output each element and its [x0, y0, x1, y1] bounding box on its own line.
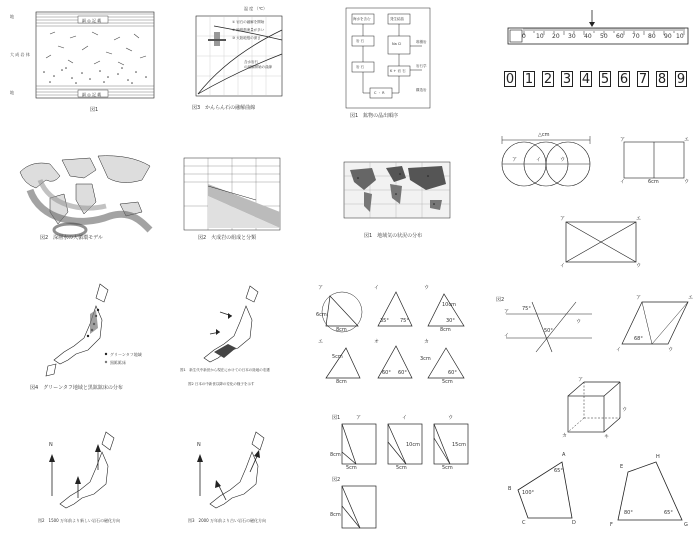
fold-measure-6: 5cm	[442, 465, 453, 471]
cube-label-ka: カ	[562, 433, 568, 439]
japan2-note: 図2 日本の中新世以降の変化の様子を示す	[188, 382, 255, 386]
rect2-label-i: イ	[560, 263, 566, 269]
digit-3: 3	[562, 72, 572, 87]
ruler-svg	[504, 8, 694, 48]
cube-diagram	[560, 376, 630, 442]
para-label-u: ウ	[668, 347, 674, 353]
lines-diagram	[496, 296, 596, 356]
tri-measure-3: 10cm	[442, 302, 456, 308]
ruler-tick-100: 10	[676, 33, 684, 40]
tri-angle-1: 35°	[380, 318, 389, 324]
circles-label-i: イ	[536, 157, 542, 163]
rect2-label-e: エ	[636, 216, 642, 222]
flow-caption: 図1 鉱物の晶出順序	[350, 113, 399, 119]
flow-box-5: 岩 石	[356, 65, 365, 69]
quad1-label-b: B	[508, 486, 512, 492]
tri-measure-5: 5cm	[332, 354, 343, 360]
ruler-panel	[504, 8, 694, 48]
tri-angle-5: 60°	[398, 370, 407, 376]
ruler-tick-90: 90	[664, 33, 672, 40]
tri-label-ka: カ	[424, 339, 430, 345]
rect2-label-a: ア	[560, 216, 566, 222]
quad2-label-e: E	[620, 464, 624, 470]
quad2-label-h: H	[656, 454, 660, 460]
japan1-caption: 図4 グリーンタフ地域と黒鉱鉱床の分布	[30, 385, 123, 391]
climate-map	[342, 160, 454, 246]
rect2-label-u: ウ	[636, 263, 642, 269]
climate-caption: 図1 地域気の状況の分布	[364, 233, 423, 239]
tri-measure-6: 8cm	[336, 379, 347, 385]
fig1-left-label-3: 地	[10, 90, 14, 95]
rect1-label-i: イ	[620, 179, 626, 185]
japan-map-1-svg	[30, 280, 170, 392]
volcano-caption: 図2 火成岩の組成と分類	[198, 235, 257, 241]
fig3-caption: 図3 かんらん石の融解曲線	[192, 105, 256, 111]
flowchart-panel	[342, 6, 434, 120]
quad1-angle-2: 65°	[554, 468, 563, 474]
circles-label-a: ア	[512, 157, 518, 163]
fold-measure-3: 10cm	[406, 442, 420, 448]
quad1-label-d: D	[572, 520, 576, 526]
flow-side-1: 堆積岩	[416, 40, 427, 44]
quad2-diagram	[606, 452, 694, 532]
rect1-label-u: ウ	[684, 179, 690, 185]
quad2-label-f: F	[610, 522, 613, 528]
para-label-e: エ	[688, 295, 694, 301]
circles-label-u: ウ	[560, 157, 566, 163]
rect1-diagram	[616, 134, 692, 188]
quad2-angle-1: 80°	[624, 510, 633, 516]
flowchart-svg	[342, 6, 434, 120]
para-label-a: ア	[636, 295, 642, 301]
ruler-tick-50: 50	[600, 33, 608, 40]
flow-box-7: C ・ R	[374, 91, 385, 95]
fold-label-i: イ	[402, 415, 408, 421]
tri-angle-6: 60°	[448, 370, 457, 376]
digit-2: 2	[543, 72, 553, 87]
rect2-diagram	[556, 214, 646, 270]
japan1-legend-1: グリーンタフ地域	[110, 352, 142, 357]
ruler-tick-10: 10	[536, 33, 544, 40]
para-label-i: イ	[616, 347, 622, 353]
rect2-svg	[556, 214, 646, 270]
cube-label-u: ウ	[622, 407, 628, 413]
fold-measure-7: 8cm	[330, 512, 341, 518]
ruler-tick-80: 80	[648, 33, 656, 40]
lines-svg	[496, 296, 596, 356]
ruler-tick-20: 20	[552, 33, 560, 40]
circles-svg	[496, 130, 596, 190]
volcano-chart	[180, 156, 292, 250]
tri-angle-3: 30°	[446, 318, 455, 324]
ruler-tick-40: 40	[584, 33, 592, 40]
ruler-tick-30: 30	[568, 33, 576, 40]
quad1-label-c: C	[522, 520, 526, 526]
fold-measure-1: 8cm	[330, 452, 341, 458]
fig1-caption: 図1	[90, 107, 99, 113]
flow-box-4: Na Cl	[392, 42, 402, 46]
fig3-note-3: ③ 大陸地殻の深さ	[232, 36, 261, 40]
ruler-tick-0: 0	[522, 33, 526, 40]
japan4-caption: 図3 2000 万年前より古い岩石の磁化方向	[188, 518, 266, 523]
tri-label-e: エ	[318, 339, 324, 345]
tri-measure-8: 5cm	[442, 379, 453, 385]
fig3-note-1: ① 岩石の融解を開始	[232, 20, 265, 24]
fig1-top-label: 細 ◎ 記 載	[82, 18, 102, 23]
ruler-tick-70: 70	[632, 33, 640, 40]
flow-box-6: K + 岩 石	[390, 69, 406, 73]
flow-side-3: 構造岩	[416, 88, 427, 92]
quad2-label-g: G	[684, 522, 688, 528]
rect1-label-a: ア	[620, 137, 626, 143]
lines-fig-label: 図2	[496, 297, 505, 303]
japan3-north: N	[49, 442, 53, 448]
fig3-note-2: ② 地殻熱流量が多い	[232, 28, 265, 32]
fold-label-u: ウ	[448, 415, 454, 421]
fig1-left-label-1: 地	[10, 14, 14, 19]
japan4-north: N	[197, 442, 201, 448]
japan-map-2	[180, 282, 292, 398]
digit-1: 1	[524, 72, 534, 87]
japan3-caption: 図2 1500 万年前より新しい岩石の磁化方向	[38, 518, 120, 523]
fold-measure-5: 15cm	[452, 442, 466, 448]
quad2-angle-2: 65°	[664, 510, 673, 516]
tri-label-u: ウ	[424, 285, 430, 291]
quad1-label-a: A	[562, 452, 566, 458]
ruler-tick-60: 60	[616, 33, 624, 40]
japan-map-3-svg	[30, 424, 170, 530]
flow-box-1: 海水を含む	[353, 17, 371, 21]
fold-measure-4: 5cm	[396, 465, 407, 471]
japan-map-2-svg	[180, 282, 292, 398]
fold-measure-2: 5cm	[346, 465, 357, 471]
lines-label-u: ウ	[576, 319, 582, 325]
parallelogram-diagram	[612, 294, 696, 358]
fold-svg	[330, 412, 480, 534]
japan-map-4-svg	[180, 424, 300, 530]
tri-measure-1: 6cm	[316, 312, 327, 318]
lines-angle-2: 50°	[544, 328, 553, 334]
japan-map-3	[30, 424, 170, 530]
digit-5: 5	[600, 72, 610, 87]
fig3-melting-graph	[178, 6, 290, 118]
flow-box-2: 岩 石	[356, 39, 365, 43]
tri-angle-2: 75°	[400, 318, 409, 324]
tri-measure-2: 8cm	[336, 327, 347, 333]
fig3-curve-label-1: 含水岩石	[244, 60, 258, 64]
tri-label-a: ア	[318, 285, 324, 291]
digit-7: 7	[638, 72, 648, 87]
cube-svg	[560, 376, 630, 442]
tri-angle-4: 60°	[382, 370, 391, 376]
tri-label-o: オ	[374, 339, 380, 345]
tri-measure-4: 8cm	[440, 327, 451, 333]
rect1-label-e: エ	[684, 137, 690, 143]
fold-figures	[330, 412, 480, 534]
flow-side-2: 岩石学	[416, 64, 427, 68]
fold-fig1-label: 図1	[332, 415, 341, 421]
parallelogram-svg	[612, 294, 696, 358]
deep-water-caption: 図2 深層水の大循環モデル	[40, 235, 103, 241]
fig1-svg	[10, 8, 170, 118]
lines-angle-1: 75°	[522, 306, 531, 312]
triangles-panel	[316, 282, 476, 390]
flow-box-3: 発生結晶	[390, 17, 404, 21]
deep-water-map	[10, 150, 160, 250]
fig1-rock-layers	[10, 8, 170, 118]
fig3-axis-label: 温 度 （℃）	[244, 6, 268, 11]
fig3-curve-label-2: の融解開始の曲線	[244, 65, 272, 69]
tri-measure-7: 3cm	[420, 356, 431, 362]
tri-label-i: イ	[374, 285, 380, 291]
rect1-measure: 6cm	[648, 179, 659, 185]
quad1-diagram	[504, 450, 584, 530]
fold-label-a: ア	[356, 415, 362, 421]
digit-8: 8	[657, 72, 667, 87]
lines-label-a: ア	[504, 309, 510, 315]
circles-diagram	[496, 130, 596, 190]
lines-label-i: イ	[504, 333, 510, 339]
digit-0: 0	[505, 72, 515, 87]
digit-9: 9	[676, 72, 686, 87]
fig1-left-label-2: 大 成 岩 体	[10, 52, 30, 57]
quad1-svg	[504, 450, 584, 530]
fold-fig2-label: 図2	[332, 477, 341, 483]
digit-4: 4	[581, 72, 591, 87]
japan1-legend-2: 黒鉱鉱床	[110, 360, 126, 365]
digit-6: 6	[619, 72, 629, 87]
japan-map-4	[180, 424, 300, 530]
cube-label-ki: キ	[604, 434, 610, 440]
cube-label-a: ア	[578, 377, 584, 383]
circles-top-label: △cm	[538, 132, 550, 138]
japan2-caption: 図1 新生代中新世から現在にかけての日本の陸地の変遷	[180, 368, 270, 372]
japan-map-1	[30, 280, 170, 392]
para-angle: 68°	[634, 336, 643, 342]
fig1-bottom-label: 細 ◎ 記 載	[82, 92, 102, 97]
quad1-angle-1: 100°	[522, 490, 535, 496]
